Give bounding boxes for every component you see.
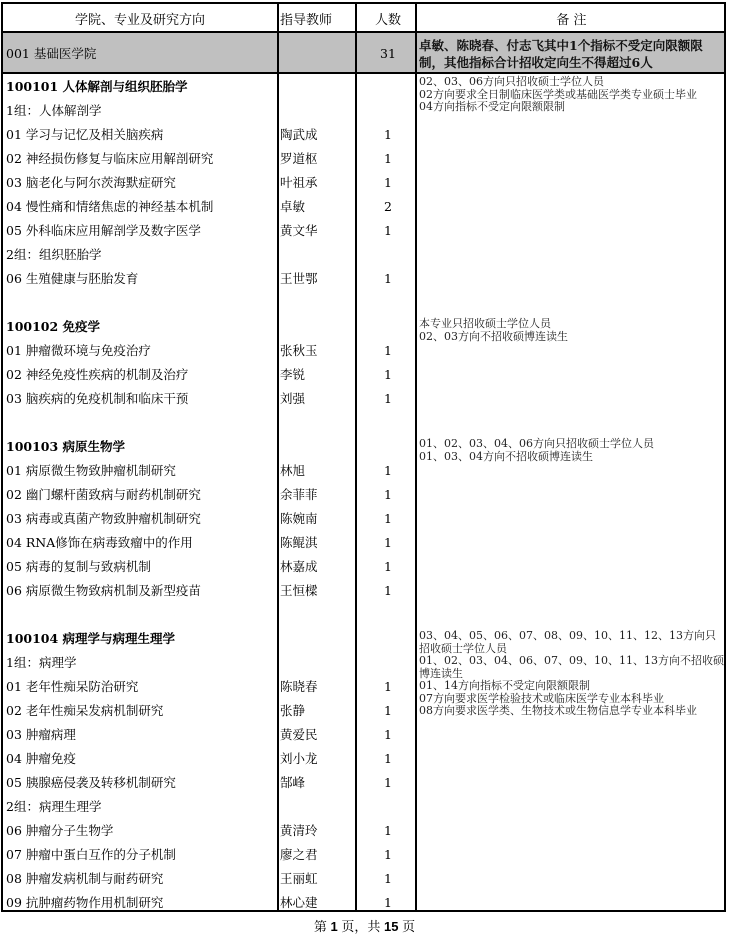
- enrollment-count: 1: [384, 726, 392, 742]
- direction-name: 05 外科临床应用解剖学及数字医学: [6, 223, 201, 238]
- direction-name: 03 脑疾病的免疫机制和临床干预: [6, 391, 189, 406]
- major-title: 100101 人体解剖与组织胚胎学: [6, 79, 188, 94]
- direction-name: 06 生殖健康与胚胎发育: [6, 271, 139, 286]
- enrollment-count: 1: [384, 822, 392, 838]
- enrollment-count: [358, 602, 418, 626]
- enrollment-count: [358, 650, 418, 674]
- enrollment-table: [1, 2, 726, 912]
- note-line: 02方向要求全日制临床医学类或基础医学类专业硕士毕业: [419, 87, 697, 101]
- college-name: 001 基础医学院: [6, 46, 97, 61]
- enrollment-count: 1: [384, 486, 392, 502]
- direction-name: 02 幽门螺杆菌致病与耐药机制研究: [6, 487, 201, 502]
- enrollment-count: 1: [384, 390, 392, 406]
- advisor-name: 刘强: [280, 391, 306, 406]
- enrollment-count: 2: [384, 198, 392, 214]
- enrollment-count: 1: [384, 846, 392, 862]
- advisor-name: 林旭: [280, 463, 306, 478]
- direction-name: 07 肿瘤中蛋白互作的分子机制: [6, 847, 176, 862]
- direction-name: 05 胰腺癌侵袭及转移机制研究: [6, 775, 176, 790]
- note-line: 08方向要求医学类、生物技术或生物信息学专业本科毕业: [419, 704, 697, 717]
- footer-suffix: 页: [398, 919, 416, 934]
- advisor-name: 王丽虹: [280, 871, 318, 886]
- note-line: 02、03方向不招收硕博连读生: [419, 329, 568, 343]
- enrollment-count: 1: [384, 270, 392, 286]
- enrollment-count: 1: [384, 870, 392, 886]
- enrollment-count: 1: [384, 126, 392, 142]
- advisor-name: 郜峰: [280, 775, 306, 790]
- advisor-name: 黄文华: [280, 223, 318, 238]
- col-divider-2: [355, 4, 357, 910]
- enrollment-count: 1: [384, 150, 392, 166]
- direction-name: 01 学习与记忆及相关脑疾病: [6, 127, 164, 142]
- advisor-name: 陈晓春: [280, 679, 318, 694]
- advisor-name: 罗道枢: [280, 151, 318, 166]
- direction-name: 02 神经免疫性疾病的机制及治疗: [6, 367, 189, 382]
- note-line: 07方向要求医学检验技术或临床医学专业本科毕业: [419, 691, 664, 705]
- direction-name: 01 病原微生物致肿瘤机制研究: [6, 463, 176, 478]
- advisor-name: 张秋玉: [280, 343, 318, 358]
- direction-name: 06 病原微生物致病机制及新型疫苗: [6, 583, 201, 598]
- enrollment-count: [358, 290, 418, 314]
- total-pages: 15: [384, 919, 399, 934]
- direction-name: 04 RNA修饰在病毒致瘤中的作用: [6, 535, 193, 550]
- enrollment-count: 1: [384, 558, 392, 574]
- advisor-name: 叶祖承: [280, 175, 318, 190]
- direction-name: 04 慢性痛和情绪焦虑的神经基本机制: [6, 199, 214, 214]
- major-title: 100103 病原生物学: [6, 439, 126, 454]
- advisor-name: 林嘉成: [280, 559, 318, 574]
- enrollment-count: 1: [384, 894, 392, 910]
- advisor-name: 陶武成: [280, 127, 318, 142]
- advisor-name: 张静: [280, 703, 306, 718]
- enrollment-count: [358, 98, 418, 122]
- major-title: 100104 病理学与病理生理学: [6, 631, 176, 646]
- enrollment-count: [358, 410, 418, 434]
- note-line: 本专业只招收硕士学位人员: [419, 317, 551, 330]
- page-footer: [0, 916, 729, 935]
- enrollment-count: 1: [384, 678, 392, 694]
- note-line: 01、03、04方向不招收硕博连读生: [419, 449, 593, 463]
- direction-name: 02 老年性痴呆发病机制研究: [6, 703, 164, 718]
- header-count: 人数: [374, 13, 401, 28]
- advisor-name: 李锐: [280, 367, 306, 382]
- note-100102: [419, 318, 724, 343]
- col-divider-1: [277, 4, 279, 910]
- advisor-name: 王恒樑: [280, 583, 318, 598]
- header-notes: 备 注: [556, 13, 587, 28]
- direction-name: 05 病毒的复制与致病机制: [6, 559, 151, 574]
- major-title: 100102 免疫学: [6, 319, 101, 334]
- college-count: 31: [380, 45, 396, 61]
- note-line: 01、14方向指标不受定向限额限制: [419, 679, 590, 692]
- note-line: 02、03、06方向只招收硕士学位人员: [419, 75, 604, 88]
- enrollment-count: 1: [384, 342, 392, 358]
- direction-name: 02 神经损伤修复与临床应用解剖研究: [6, 151, 214, 166]
- direction-name: 06 肿瘤分子生物学: [6, 823, 114, 838]
- current-page: 1: [330, 919, 338, 934]
- advisor-name: 林心建: [280, 895, 318, 910]
- enrollment-count: [358, 626, 418, 650]
- group-title: 2组：病理生理学: [6, 799, 102, 814]
- college-note: 卓敏、陈晓春、付志飞其中1个指标不受定向限额限制，其他指标合计招收定向生不得超过6人: [419, 38, 703, 70]
- group-title: 1组：病理学: [6, 655, 77, 670]
- advisor-name: 陈婉南: [280, 511, 318, 526]
- enrollment-count: [358, 794, 418, 818]
- enrollment-count: [358, 74, 418, 98]
- footer-prefix: 第: [313, 919, 331, 934]
- note-100103: [419, 438, 724, 463]
- note-100104: [419, 630, 724, 718]
- group-title: 2组：组织胚胎学: [6, 247, 102, 262]
- advisor-name: 陈鲲淇: [280, 535, 318, 550]
- direction-name: 08 肿瘤发病机制与耐药研究: [6, 871, 164, 886]
- direction-name: 03 病毒或真菌产物致肿瘤机制研究: [6, 511, 201, 526]
- direction-name: 09 抗肿瘤药物作用机制研究: [6, 895, 164, 910]
- note-line: 01、02、03、04、06方向只招收硕士学位人员: [419, 437, 654, 450]
- advisor-name: 卓敏: [280, 199, 306, 214]
- header-college-major-direction: 学院、专业及研究方向: [74, 13, 205, 28]
- note-line: 03、04、05、06、07、08、09、10、11、12、13方向只招收硕士学位人员: [419, 629, 716, 655]
- footer-mid: 页，共: [337, 919, 384, 934]
- group-title: 1组：人体解剖学: [6, 103, 102, 118]
- advisor-name: 王世鄂: [280, 271, 318, 286]
- direction-name: 01 肿瘤微环境与免疫治疗: [6, 343, 151, 358]
- advisor-name: 余菲菲: [280, 487, 318, 502]
- enrollment-count: 1: [384, 366, 392, 382]
- direction-name: 03 脑老化与阿尔茨海默症研究: [6, 175, 176, 190]
- enrollment-count: 1: [384, 534, 392, 550]
- header-advisor: 指导教师: [280, 13, 333, 28]
- direction-name: 03 肿瘤病理: [6, 727, 76, 742]
- enrollment-count: 1: [384, 222, 392, 238]
- direction-name: 04 肿瘤免疫: [6, 751, 76, 766]
- enrollment-count: 1: [384, 462, 392, 478]
- enrollment-count: [358, 242, 418, 266]
- enrollment-count: [358, 434, 418, 458]
- advisor-name: 廖之君: [280, 847, 318, 862]
- advisor-name: 黄清玲: [280, 823, 318, 838]
- enrollment-count: 1: [384, 750, 392, 766]
- note-line: 04方向指标不受定向限额限制: [419, 100, 565, 113]
- enrollment-count: 1: [384, 774, 392, 790]
- enrollment-count: [358, 314, 418, 338]
- enrollment-count: 1: [384, 702, 392, 718]
- note-100101: [419, 76, 724, 114]
- enrollment-count: 1: [384, 174, 392, 190]
- direction-name: 01 老年性痴呆防治研究: [6, 679, 139, 694]
- enrollment-count: 1: [384, 510, 392, 526]
- advisor-name: 黄爱民: [280, 727, 318, 742]
- enrollment-count: 1: [384, 582, 392, 598]
- note-line: 01、02、03、04、06、07、09、10、11、13方向不招收硕博连读生: [419, 654, 724, 680]
- advisor-name: 刘小龙: [280, 751, 318, 766]
